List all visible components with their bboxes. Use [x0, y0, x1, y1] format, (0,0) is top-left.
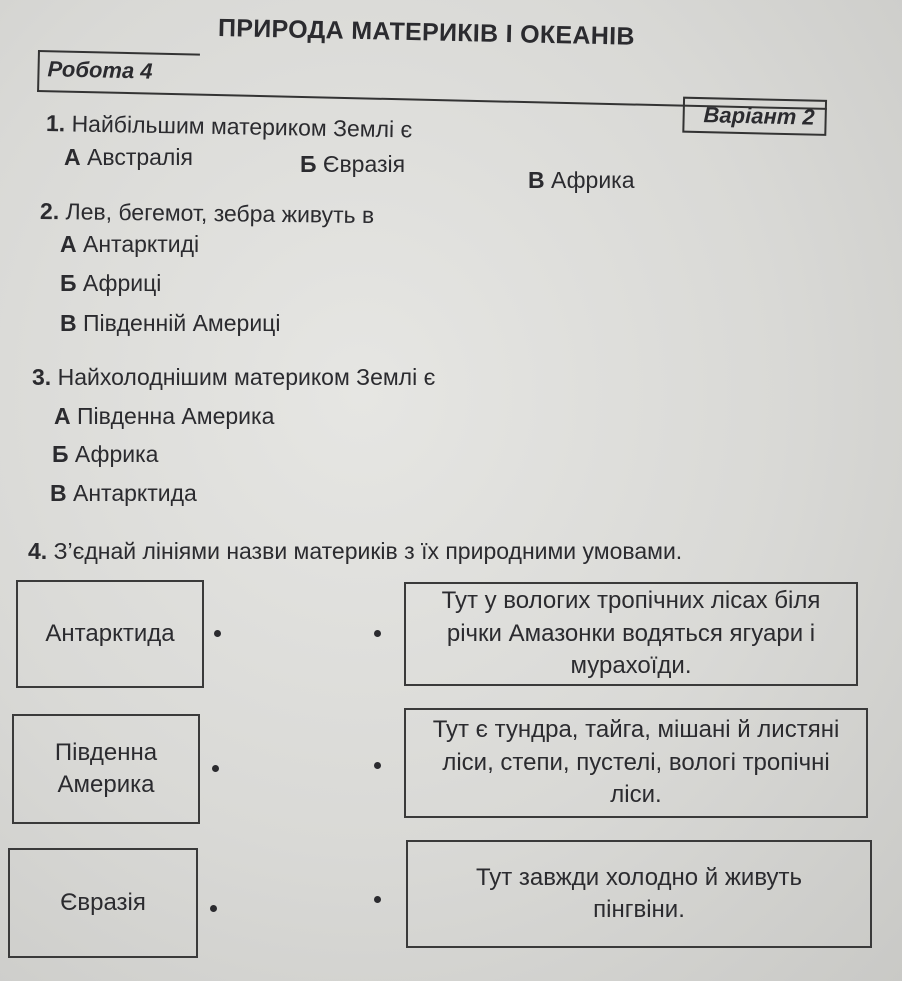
question-text: З’єднай лініями назви материків з їх природними умовами.	[53, 538, 683, 564]
q1-option-a	[64, 144, 193, 171]
condition-box-2[interactable]	[404, 708, 868, 818]
option-text: Південній Америці	[83, 310, 281, 336]
variant-box	[682, 97, 827, 136]
question-text: Найбільшим материком Землі є	[71, 110, 413, 143]
question-1	[46, 110, 413, 143]
connect-dot-right-2[interactable]	[374, 762, 381, 769]
continent-box-eurasia[interactable]	[8, 848, 198, 958]
q2-option-c	[60, 310, 280, 337]
q3-option-a	[54, 403, 274, 430]
question-2	[40, 198, 375, 229]
option-letter: В	[528, 167, 545, 193]
option-letter: А	[54, 403, 71, 429]
continent-label: Євразія	[60, 888, 146, 916]
question-number: 4.	[28, 538, 48, 564]
q3-option-b	[52, 441, 158, 468]
option-text: Африка	[74, 441, 159, 467]
option-text: Австралія	[87, 144, 193, 170]
question-number: 1.	[45, 110, 66, 137]
option-letter: В	[50, 480, 67, 506]
option-text: Антарктида	[73, 480, 197, 506]
connect-dot-left-1[interactable]	[214, 630, 221, 637]
continent-label: Антарктида	[45, 619, 175, 647]
option-letter: Б	[60, 270, 77, 296]
condition-box-3[interactable]	[406, 840, 872, 948]
question-number: 3.	[32, 364, 52, 390]
option-letter: Б	[52, 441, 69, 467]
question-3	[32, 364, 435, 391]
condition-text: Тут є тундра, тайга, мішані й листяні ліси, степи, пустелі, вологі тропічні ліси.	[432, 716, 840, 809]
option-letter: А	[60, 231, 77, 257]
option-letter: Б	[300, 151, 317, 177]
q2-option-b	[60, 270, 161, 297]
connect-dot-right-3[interactable]	[374, 896, 381, 903]
question-4	[28, 538, 682, 565]
option-text: Африці	[82, 270, 162, 296]
condition-box-1[interactable]	[404, 582, 858, 686]
q1-option-b	[300, 151, 405, 178]
continent-label: Південна Америка	[54, 738, 158, 798]
option-text: Південна Америка	[77, 403, 275, 429]
page-title: ПРИРОДА МАТЕРИКІВ І ОКЕАНІВ	[217, 14, 636, 51]
continent-box-south-america[interactable]	[12, 714, 200, 824]
option-text: Африка	[551, 167, 635, 193]
connect-dot-right-1[interactable]	[374, 630, 381, 637]
option-letter: А	[64, 144, 81, 170]
continent-box-antarctica[interactable]	[16, 580, 204, 688]
question-text: Найхолоднішим материком Землі є	[57, 364, 436, 390]
question-text: Лев, бегемот, зебра живуть в	[65, 198, 375, 229]
option-letter: В	[60, 310, 77, 336]
q3-option-c	[50, 480, 197, 507]
work-label: Робота 4	[47, 56, 153, 84]
option-text: Євразія	[322, 151, 406, 177]
condition-text: Тут завжди холодно й живуть пінгвіни.	[475, 863, 803, 923]
condition-text: Тут у вологих тропічних лісах біля річки Амазонки водяться ягуари і мурахоїди.	[441, 587, 821, 680]
q2-option-a	[60, 231, 199, 258]
q1-option-c	[528, 167, 635, 194]
question-number: 2.	[39, 198, 60, 225]
connect-dot-left-2[interactable]	[212, 765, 219, 772]
connect-dot-left-3[interactable]	[210, 905, 217, 912]
option-text: Антарктиді	[83, 231, 200, 257]
variant-label: Варіант 2	[703, 102, 815, 130]
